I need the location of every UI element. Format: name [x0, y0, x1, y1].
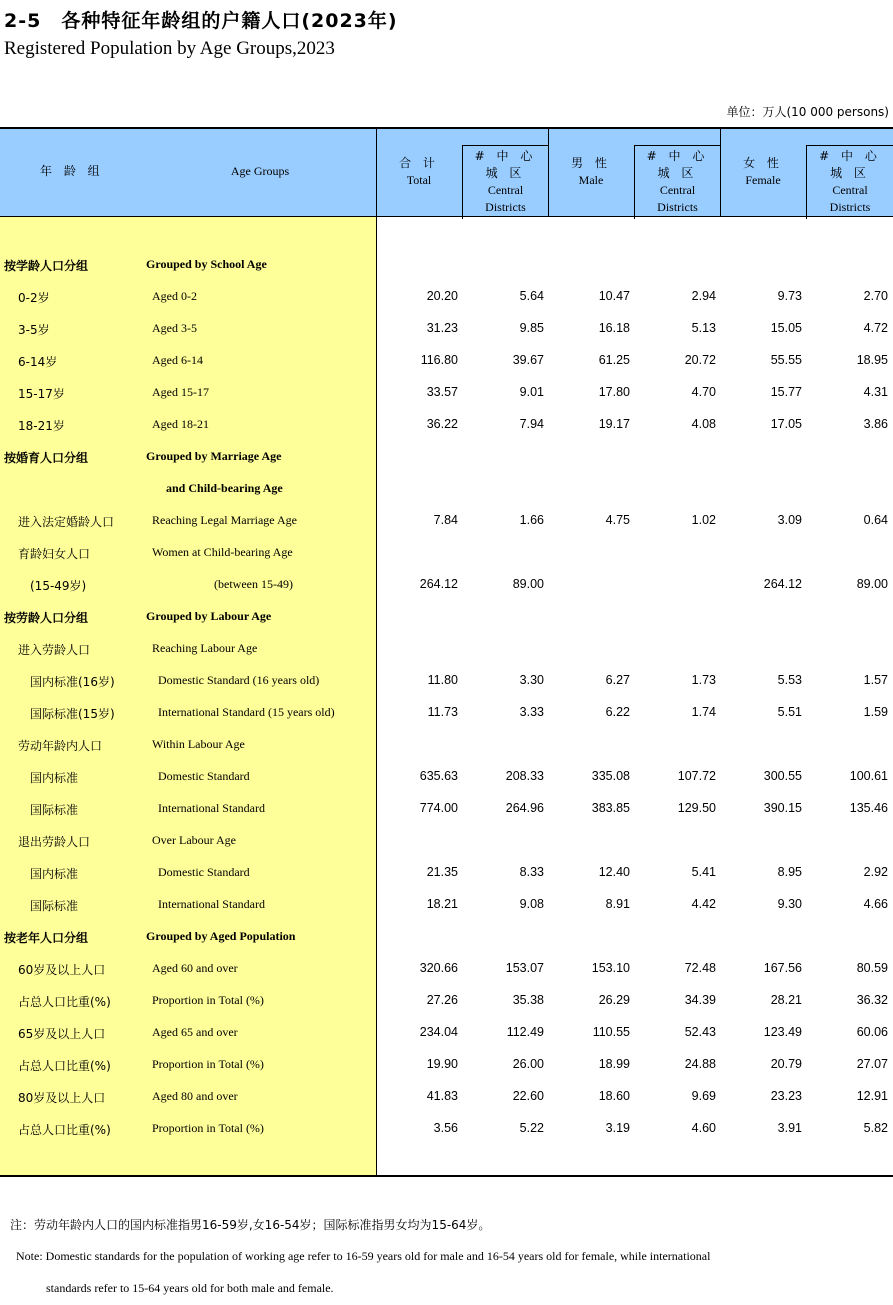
table-cell: 34.39: [684, 993, 716, 1007]
table-cell: 320.66: [419, 961, 458, 975]
table-cell: 8.95: [777, 865, 802, 879]
row-label-cn: 国内标准(16岁): [30, 675, 115, 689]
table-cell: 390.15: [763, 801, 802, 815]
table-cell: 55.55: [770, 353, 802, 367]
table-cell: 110.55: [592, 1025, 630, 1039]
table-cell: 7.84: [433, 513, 458, 527]
table-cell: 9.85: [519, 321, 544, 335]
row-label-en: Grouped by Aged Population: [146, 929, 296, 943]
row-label-cn: 国内标准: [30, 867, 79, 881]
row-label-cn: 65岁及以上人口: [18, 1027, 106, 1041]
header-female: [721, 155, 805, 189]
table-row: [0, 1017, 893, 1049]
table-row: [0, 985, 893, 1017]
row-label-en: Within Labour Age: [152, 737, 245, 751]
row-label-cn: 60岁及以上人口: [18, 963, 106, 977]
table-cell: 3.19: [605, 1121, 630, 1135]
table-cell: 9.30: [777, 897, 802, 911]
table-row: [0, 249, 893, 281]
row-label-cn: 育龄妇女人口: [18, 547, 91, 561]
table-cell: 208.33: [505, 769, 544, 783]
table-cell: 5.64: [519, 289, 544, 303]
row-label-cn: 按婚育人口分组: [4, 451, 89, 465]
table-row: [0, 409, 893, 441]
table-cell: 20.20: [426, 289, 458, 303]
header-central-en-1: Central: [659, 183, 696, 197]
table-cell: 22.60: [512, 1089, 544, 1103]
table-row: [0, 1049, 893, 1081]
footnote-en-line-2: standards refer to 15-64 years old for both male and female.: [46, 1281, 334, 1295]
table-cell: 167.56: [763, 961, 802, 975]
header-total-en: Total: [406, 173, 432, 187]
table-cell: 4.66: [863, 897, 888, 911]
row-label-en: International Standard (15 years old): [158, 705, 335, 719]
table-header: [0, 129, 893, 217]
table-cell: 123.49: [763, 1025, 802, 1039]
header-total: [377, 155, 461, 189]
table-cell: 1.74: [691, 705, 716, 719]
table-row: [0, 505, 893, 537]
table-cell: 3.56: [433, 1121, 458, 1135]
table-cell: 80.59: [856, 961, 888, 975]
table-cell: 264.12: [419, 577, 458, 591]
row-label-en: International Standard: [158, 801, 265, 815]
row-label-cn: 占总人口比重(%): [18, 1059, 111, 1073]
header-central-en-2: Districts: [485, 200, 526, 214]
row-label-cn: 6-14岁: [18, 355, 58, 369]
table-row: [0, 281, 893, 313]
table-row: [0, 473, 893, 505]
row-label-cn: 80岁及以上人口: [18, 1091, 106, 1105]
table-cell: 21.35: [426, 865, 458, 879]
table-cell: 19.17: [598, 417, 630, 431]
table-cell: 89.00: [512, 577, 544, 591]
header-divider: [376, 129, 377, 217]
row-label-en: Aged 0-2: [152, 289, 197, 303]
table-row: [0, 825, 893, 857]
table-cell: 36.22: [426, 417, 458, 431]
table-row: [0, 569, 893, 601]
table-cell: 11.80: [427, 673, 458, 687]
header-male-cn: 男 性: [571, 156, 611, 170]
table-cell: 12.91: [856, 1089, 888, 1103]
header-central-en-2: Districts: [657, 200, 698, 214]
table-cell: 5.41: [691, 865, 716, 879]
table-row: [0, 697, 893, 729]
row-label-cn: 国际标准: [30, 899, 79, 913]
table-row: [0, 665, 893, 697]
header-age-group-en: Age Groups: [230, 164, 290, 178]
header-central-cn-1: # 中 心: [819, 149, 881, 163]
row-label-cn: 进入法定婚龄人口: [18, 515, 115, 529]
table-cell: 2.70: [863, 289, 888, 303]
table-cell: 4.31: [863, 385, 888, 399]
table-cell: 9.69: [691, 1089, 716, 1103]
table-cell: 11.73: [427, 705, 458, 719]
row-label-cn: 进入劳龄人口: [18, 643, 91, 657]
table-cell: 36.32: [856, 993, 888, 1007]
table-cell: 89.00: [856, 577, 888, 591]
table-cell: 1.59: [863, 705, 888, 719]
table-cell: 18.95: [856, 353, 888, 367]
row-label-cn: 3-5岁: [18, 323, 50, 337]
table-cell: 27.07: [856, 1057, 888, 1071]
table-cell: 300.55: [763, 769, 802, 783]
table-row: [0, 313, 893, 345]
table-cell: 7.94: [519, 417, 544, 431]
row-label-cn: 退出劳龄人口: [18, 835, 91, 849]
table-row: [0, 345, 893, 377]
table-cell: 52.43: [684, 1025, 716, 1039]
row-label-cn: 15-17岁: [18, 387, 65, 401]
table-row: [0, 921, 893, 953]
header-female-cn: 女 性: [743, 156, 783, 170]
table-row: [0, 441, 893, 473]
table-cell: 4.72: [863, 321, 888, 335]
row-label-cn: 18-21岁: [18, 419, 65, 433]
table-cell: 18.99: [598, 1057, 630, 1071]
table-cell: 26.00: [512, 1057, 544, 1071]
table-row: [0, 889, 893, 921]
table-cell: 33.57: [426, 385, 458, 399]
header-central-en-1: Central: [487, 183, 524, 197]
row-label-en: Domestic Standard (16 years old): [158, 673, 320, 687]
table-cell: 61.25: [598, 353, 630, 367]
table-cell: 3.09: [777, 513, 802, 527]
row-label-cn: 国际标准(15岁): [30, 707, 115, 721]
row-label-en: Reaching Labour Age: [152, 641, 258, 655]
table-cell: 1.66: [519, 513, 544, 527]
table-row: [0, 1113, 893, 1145]
row-label-cn: 占总人口比重(%): [18, 1123, 111, 1137]
table-cell: 4.08: [691, 417, 716, 431]
table-cell: 1.57: [863, 673, 888, 687]
header-total-cn: 合 计: [399, 156, 439, 170]
header-central-box-3: [806, 145, 893, 219]
table-row: [0, 793, 893, 825]
table-cell: 5.53: [777, 673, 802, 687]
table-cell: 20.72: [684, 353, 716, 367]
row-label-cn: 占总人口比重(%): [18, 995, 111, 1009]
table-cell: 129.50: [677, 801, 716, 815]
row-label-cn: 0-2岁: [18, 291, 50, 305]
table-cell: 35.38: [512, 993, 544, 1007]
table-cell: 4.70: [691, 385, 716, 399]
table-row: [0, 537, 893, 569]
row-label-cn: 国内标准: [30, 771, 79, 785]
table-cell: 8.33: [519, 865, 544, 879]
table-cell: 2.94: [691, 289, 716, 303]
header-central-cn-2: 城 区: [830, 166, 870, 180]
table-row: [0, 729, 893, 761]
table-cell: 26.29: [598, 993, 630, 1007]
table-cell: 17.80: [598, 385, 630, 399]
table-cell: 1.02: [691, 513, 716, 527]
table-cell: 28.21: [770, 993, 802, 1007]
table-cell: 6.27: [605, 673, 630, 687]
row-label-en: Proportion in Total (%): [152, 1121, 264, 1135]
row-label-cn: 国际标准: [30, 803, 79, 817]
table-cell: 19.90: [426, 1057, 458, 1071]
row-label-en: Domestic Standard: [158, 769, 250, 783]
table-cell: 3.33: [519, 705, 544, 719]
table-cell: 264.12: [763, 577, 802, 591]
row-label-en: Grouped by School Age: [146, 257, 267, 271]
row-label-en: Aged 60 and over: [152, 961, 238, 975]
header-central-cn-1: # 中 心: [646, 149, 709, 163]
header-central-cn-1: # 中 心: [474, 149, 537, 163]
row-label-en: Aged 15-17: [152, 385, 209, 399]
row-label-en: Proportion in Total (%): [152, 993, 264, 1007]
table-cell: 116.80: [420, 353, 458, 367]
table-cell: 72.48: [684, 961, 716, 975]
table-cell: 18.21: [426, 897, 458, 911]
row-label-en: Grouped by Labour Age: [146, 609, 272, 623]
row-label-en: Domestic Standard: [158, 865, 250, 879]
table-cell: 27.26: [426, 993, 458, 1007]
table-cell: 100.61: [849, 769, 888, 783]
table-cell: 4.75: [605, 513, 630, 527]
table-cell: 153.10: [591, 961, 630, 975]
header-male-en: Male: [578, 173, 604, 187]
header-central-en-2: Districts: [829, 200, 871, 214]
header-central-cn-2: 城 区: [485, 166, 526, 180]
table-row: [0, 601, 893, 633]
header-central-box-2: [634, 145, 720, 219]
row-label-cn: 按劳龄人口分组: [4, 611, 89, 625]
footnote-cn: 注：劳动年龄内人口的国内标准指男16-59岁,女16-54岁；国际标准指男女均为15-64岁。: [10, 1218, 491, 1232]
table-bottom-rule: [0, 1175, 893, 1177]
row-label-en: (between 15-49): [214, 577, 293, 591]
table-cell: 635.63: [419, 769, 458, 783]
table-row: [0, 377, 893, 409]
header-central-cn-2: 城 区: [657, 166, 698, 180]
table-row: [0, 857, 893, 889]
table-row: [0, 1081, 893, 1113]
table-cell: 1.73: [691, 673, 716, 687]
table-cell: 107.72: [677, 769, 716, 783]
header-male: [549, 155, 633, 189]
table-cell: 60.06: [856, 1025, 888, 1039]
header-divider: [548, 129, 549, 217]
unit-label: 单位：万人(10 000 persons): [726, 105, 889, 119]
table-row: [0, 953, 893, 985]
row-label-en: and Child-bearing Age: [166, 481, 283, 495]
header-divider: [720, 129, 721, 217]
header-central-en-1: Central: [832, 183, 868, 197]
table-cell: 135.46: [849, 801, 888, 815]
table-cell: 9.73: [777, 289, 802, 303]
table-row: [0, 761, 893, 793]
table-cell: 264.96: [505, 801, 544, 815]
table-cell: 3.30: [519, 673, 544, 687]
row-label-en: International Standard: [158, 897, 265, 911]
table-cell: 112.49: [506, 1025, 544, 1039]
table-cell: 17.05: [770, 417, 802, 431]
header-age-group-cn: 年 龄 组: [40, 164, 104, 178]
table-cell: 4.60: [691, 1121, 716, 1135]
table-cell: 41.83: [426, 1089, 458, 1103]
table-cell: 9.01: [519, 385, 544, 399]
row-label-cn: 按老年人口分组: [4, 931, 89, 945]
row-label-cn: 按学龄人口分组: [4, 259, 89, 273]
page-title-cn: 2-5 各种特征年龄组的户籍人口(2023年): [4, 10, 398, 32]
table-cell: 153.07: [505, 961, 544, 975]
table-cell: 774.00: [419, 801, 458, 815]
table-cell: 2.92: [863, 865, 888, 879]
table-cell: 5.13: [691, 321, 716, 335]
row-label-en: Aged 18-21: [152, 417, 209, 431]
table-cell: 15.05: [770, 321, 802, 335]
row-label-en: Aged 6-14: [152, 353, 203, 367]
table-cell: 20.79: [770, 1057, 802, 1071]
row-label-en: Aged 80 and over: [152, 1089, 238, 1103]
table-cell: 6.22: [605, 705, 630, 719]
row-label-cn: 劳动年龄内人口: [18, 739, 103, 753]
row-label-en: Grouped by Marriage Age: [146, 449, 282, 463]
table-row: [0, 633, 893, 665]
row-label-en: Reaching Legal Marriage Age: [152, 513, 297, 527]
table-cell: 23.23: [770, 1089, 802, 1103]
footnote-en-line-1: Note: Domestic standards for the population of working age refer to 16-59 years old for male and 16-54 years old for female, while international: [16, 1249, 711, 1263]
row-label-en: Aged 3-5: [152, 321, 197, 335]
row-label-en: Aged 65 and over: [152, 1025, 238, 1039]
row-label-en: Over Labour Age: [152, 833, 236, 847]
table-cell: 5.82: [863, 1121, 888, 1135]
row-label-en: Proportion in Total (%): [152, 1057, 264, 1071]
table-cell: 5.51: [777, 705, 802, 719]
row-label-en: Women at Child-bearing Age: [152, 545, 293, 559]
table-cell: 9.08: [519, 897, 544, 911]
table-cell: 24.88: [684, 1057, 716, 1071]
table-cell: 3.91: [777, 1121, 802, 1135]
table-cell: 31.23: [426, 321, 458, 335]
table-cell: 16.18: [598, 321, 630, 335]
table-cell: 8.91: [605, 897, 630, 911]
header-female-en: Female: [745, 173, 781, 187]
table-cell: 18.60: [598, 1089, 630, 1103]
table-cell: 4.42: [691, 897, 716, 911]
table-cell: 335.08: [591, 769, 630, 783]
table-cell: 3.86: [863, 417, 888, 431]
table-cell: 5.22: [519, 1121, 544, 1135]
table-cell: 234.04: [419, 1025, 458, 1039]
table-cell: 383.85: [591, 801, 630, 815]
table-cell: 39.67: [512, 353, 544, 367]
row-label-cn: (15-49岁): [30, 579, 87, 593]
table-cell: 12.40: [598, 865, 630, 879]
header-central-box-1: [462, 145, 548, 219]
table-cell: 0.64: [863, 513, 888, 527]
table-cell: 15.77: [770, 385, 802, 399]
table-cell: 10.47: [598, 289, 630, 303]
page-title-en: Registered Population by Age Groups,2023: [4, 38, 335, 59]
